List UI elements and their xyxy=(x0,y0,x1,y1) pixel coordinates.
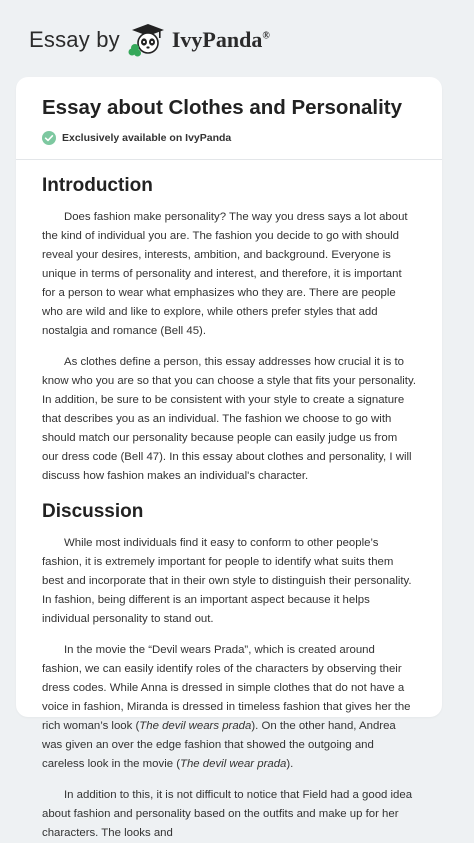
section-heading-discussion: Discussion xyxy=(42,501,144,522)
essay-card xyxy=(16,77,442,839)
registered-mark: ® xyxy=(262,30,270,42)
brand-prefix: Essay by xyxy=(29,27,120,52)
exclusive-note xyxy=(42,131,416,145)
paragraph: In addition to this, it is not difficult to notice that Field had a good idea about fashion and personality based on the outfits and make up for her characters. The looks and xyxy=(42,789,413,839)
divider xyxy=(16,159,442,160)
exclusive-label: Exclusively available on IvyPanda xyxy=(62,132,232,144)
paragraph: As clothes define a person, this essay addresses how crucial it is to know who you are so that you can choose a style that fits your personality. In addition, be sure to be consistent with your style to create a signature that describes you as an individual. The fashion we choose to go with should match our personality because people can easily judge us from our dress code (Bell 47). In this essay about clothes and personality, I will discuss how fashion makes an individual's character. xyxy=(42,356,416,482)
paragraph: Does fashion make personality? The way you dress says a lot about the kind of individual you are. The fashion you decide to go with should reveal your desires, interests, ambition, and background. Everyone is unique in terms of personality and interest, and therefore, it is important for a person to wear what emphasizes who they are. There are people who are wild and like to explore, while others prefer styles that add nostalgia and romance (Bell 45). xyxy=(42,211,408,337)
paragraph: While most individuals find it easy to conform to other people’s fashion, it is extremely important for people to identify what suits them best and incorporate that in their own style to distinguish their personality. In fashion, being different is an important aspect because it helps individual personality to stand out. xyxy=(42,537,412,625)
page-title: Essay about Clothes and Personality xyxy=(42,96,402,119)
check-badge-icon xyxy=(42,131,56,145)
panda-graduate-logo-icon[interactable] xyxy=(128,20,168,60)
paragraph-devil-wears-prada: In the movie the “Devil wears Prada”, which is created around fashion, we can easily identify roles of the characters by observing their dress codes. While Anna is dressed in simple clothes that do not have a voice in fashion, Miranda is dressed in timeless fashion that gives her the rich woman’s look (The devil wears prada). On the other hand, Andrea was given an over the edge fashion that showed the outgoing and careless look in the movie (The devil wear prada). xyxy=(42,644,411,770)
site-header xyxy=(0,0,474,80)
movie-title-italic: The devil wears prada xyxy=(139,720,252,732)
movie-title-italic: The devil wear prada xyxy=(180,758,287,770)
logo-text[interactable]: IvyPanda® xyxy=(171,27,270,52)
section-heading-introduction: Introduction xyxy=(42,175,153,196)
